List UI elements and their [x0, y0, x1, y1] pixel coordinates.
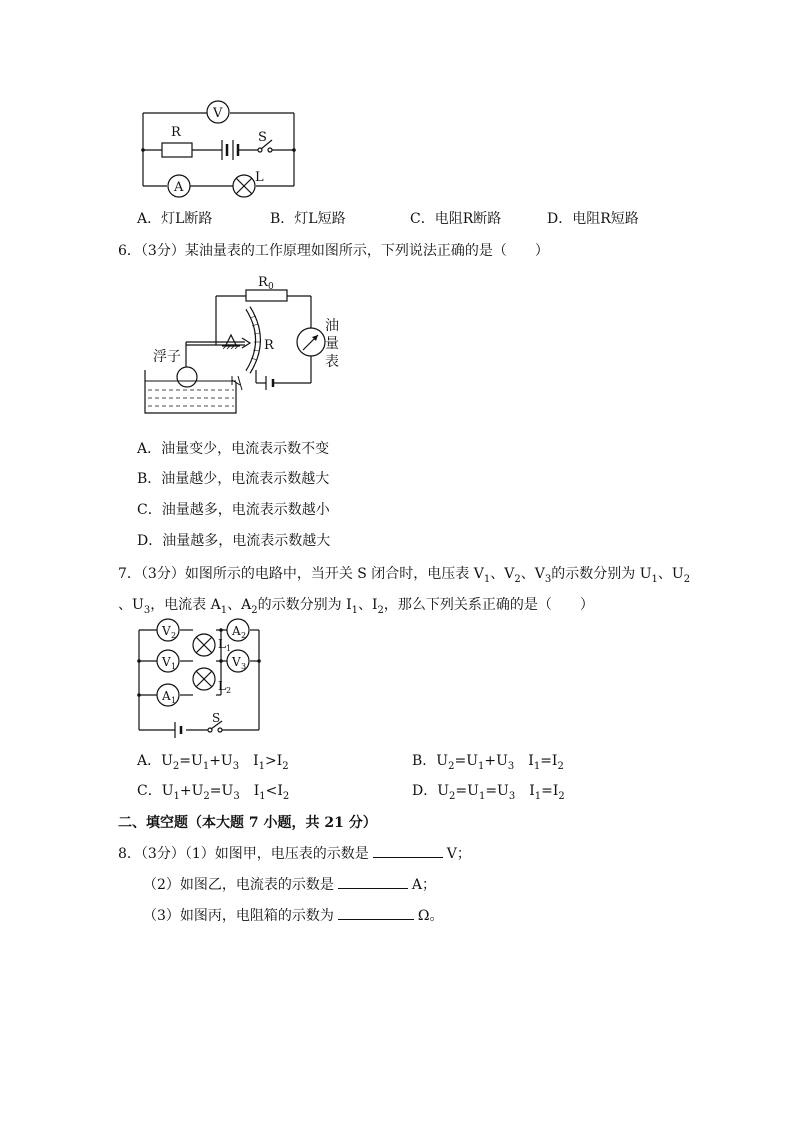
voltmeter-label: V	[213, 106, 223, 121]
lamp-label: L	[255, 170, 264, 185]
svg-text:A: A	[162, 689, 171, 703]
float-label: 浮子	[153, 349, 181, 365]
q6-option-c: C．油量越多，电流表示数越小	[137, 502, 330, 518]
q7-option-b: B．$U_2=U_1+U_3$ $I_1=I_2$	[412, 753, 564, 772]
q5-option-b: B．灯L短路	[270, 211, 346, 227]
q7-stem-line1: 7．（3分）如图所示的电路中，当开关 S 闭合时，电压表 $V_1$、$V_2$、$V_3$的示数分别为 $U_1$、$U_2$	[118, 566, 691, 585]
resistor-label: R	[171, 125, 181, 140]
r0-subscript: 0	[268, 282, 274, 292]
q7-option-a: A．$U_2=U_1+U_3$ $I_1>I_2$	[137, 753, 289, 772]
svg-text:A: A	[232, 624, 241, 638]
q5-option-a: A．灯L断路	[137, 211, 213, 227]
q7-option-d: D．$U_2=U_1=U_3$ $I_1=I_2$	[412, 783, 565, 802]
q6-stem: 6．（3分）某油量表的工作原理如图所示，下列说法正确的是（ ）	[118, 243, 549, 259]
q6-option-d: D．油量越多，电流表示数越大	[137, 533, 331, 549]
q8-blank-3[interactable]	[338, 905, 414, 920]
switch-label: S	[258, 130, 267, 145]
q5-option-d: D．电阻R短路	[547, 211, 639, 227]
q8-line2: （2）如图乙，电流表的示数是 A；	[143, 874, 436, 894]
svg-text:1: 1	[226, 644, 232, 653]
q5-option-c: C．电阻R断路	[410, 211, 502, 227]
meter-label-1: 油	[325, 318, 339, 334]
svg-text:L: L	[218, 637, 226, 651]
ammeter-label: A	[174, 180, 184, 195]
lamp-l2	[193, 668, 215, 690]
svg-text:L: L	[218, 679, 226, 693]
r0-label: R	[258, 275, 268, 290]
svg-text:2: 2	[171, 631, 177, 640]
q8-blank-2[interactable]	[338, 874, 408, 889]
svg-text:2: 2	[241, 631, 247, 640]
battery-symbol	[175, 722, 181, 738]
q6-option-b: B．油量越少，电流表示数越大	[137, 471, 330, 487]
svg-text:S: S	[212, 711, 221, 725]
q7-option-c: C．$U_1+U_2=U_3$ $I_1<I_2$	[137, 783, 290, 802]
q6-option-a: A．油量变少，电流表示数不变	[137, 441, 330, 457]
svg-text:1: 1	[171, 696, 177, 705]
q8-blank-1[interactable]	[373, 843, 443, 858]
meter-label-2: 量	[325, 336, 339, 352]
svg-text:V: V	[232, 655, 241, 669]
svg-text:2: 2	[226, 686, 232, 695]
meter-label-3: 表	[325, 354, 339, 370]
section-heading: 二、填空题（本大题 7 小题，共 21 分）	[118, 815, 377, 831]
q7-stem-line2: 、$U_3$，电流表 $A_1$、$A_2$的示数分别为 $I_1$、$I_2$，那么下列关系正确的是（ ）	[118, 597, 594, 616]
q8-line3: （3）如图丙，电阻箱的示数为 Ω。	[143, 905, 444, 925]
svg-text:V: V	[162, 624, 171, 638]
q8-line1: 8．（3分）（1）如图甲，电压表的示数是 V；	[118, 843, 471, 863]
svg-text:1: 1	[171, 662, 177, 671]
svg-text:3: 3	[241, 662, 247, 671]
lamp-l1	[193, 634, 215, 656]
r-label: R	[264, 338, 274, 353]
svg-text:V: V	[162, 655, 171, 669]
